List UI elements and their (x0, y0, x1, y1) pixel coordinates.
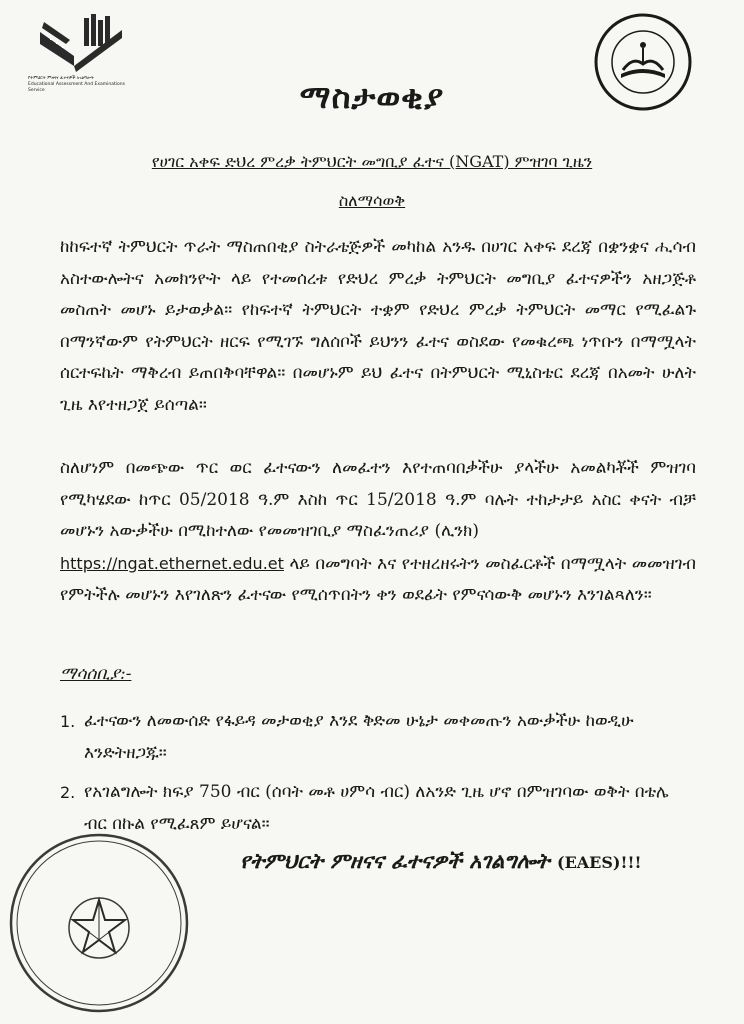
signature-line (240, 848, 642, 874)
page-title: ማስታወቂያ (299, 78, 445, 116)
official-stamp-icon (4, 828, 194, 1018)
logo-caption: የትምህርት ምዘናና ፈተናዎች አገልግሎት Educational Assessment And Examinations Service (28, 76, 125, 93)
paragraph-2-text: ስለሆነም በመጭው ጥር ወር ፈተናውን ለመፈተን እየተጠባበቃችሁ ያላችሁ አመልካቾች ምዝገባ የሚካሄደው ከጥር 05/2018 ዓ.ም እስከ ጥር 15/2018 ዓ.ም ባሉት ተከታታይ አስር ቀናት ብቻ መሆኑን አውቃችሁ በሚከተለው የመመዝገቢያ ማስፈንጠሪያ (ሊንክ) (60, 458, 696, 541)
signature-text: የትምህርት ምዘናና ፈተናዎች አገልግሎት (240, 848, 550, 873)
body-paragraph-2 (60, 453, 696, 612)
item-number: 1. (60, 712, 76, 731)
list-item (60, 706, 696, 769)
eaes-logo-icon (30, 12, 130, 82)
item-text: የአገልግሎት ክፍያ 750 ብር (ሰባት መቶ ሀምሳ ብር) ለአንድ ጊዜ ሆኖ በምዝገባው ወቅት በቴሌ ብር በኩል የሚፈጸም ይሆናል። (84, 782, 669, 834)
item-number: 2. (60, 783, 76, 802)
subject-line-2: ስለማሳወቅ (338, 191, 406, 210)
subject-line: የሀገር አቀፍ ድህረ ምረቃ ትምህርት መግቢያ ፈተና (NGAT) ምዝገባ ጊዜን (151, 152, 593, 171)
paragraph-2-text-after: ላይ በመግባት እና የተዘረዘሩትን መስፈርቶች በማሟላት መመዝገብ የምትችሉ መሆኑን እየገለጽን ፈተናው የሚሰጥበትን ቀን ወደፊት የምናሳውቅ መሆኑን እንገልጻለን። (60, 553, 696, 605)
notice-label: ማሳሰቢያ:- (60, 664, 132, 684)
registration-link[interactable]: https://ngat.ethernet.edu.et (60, 553, 284, 573)
signature-suffix: (EAES)!!! (557, 853, 642, 872)
body-paragraph-1: ከከፍተኛ ትምህርት ጥራት ማስጠበቂያ ስትራቴጅዎች መካከል አንዱ በሀገር አቀፍ ደረጃ በቋንቋና ሒሳብ አስተውሎትና አመክንዮት ላይ የተመሰረቱ የድህረ ምረቃ ትምህርት መግቢያ ፈተናዎችን አዘጋጅቶ መስጠት መሆኑ ይታወቃል። የከፍተኛ ትምህርት ተቋም የድህረ ምረቃ ትምህርት መማር የሚፈልጉ በማንኛውም የትምህርት ዘርፍ የሚገኙ ግለሰቦች ይህንን ፈተና ወስደው የመቁረጫ ነጥቡን በማሟላት ሰርተፍኬት ማቅረብ ይጠበቅባቸዋል። በመሆኑም ይህ ፈተና በትምህርት ሚኒስቴር ደረጃ በአመት ሁለት ጊዜ እየተዘጋጀ ይሰጣል። (60, 237, 696, 415)
notice-list (60, 706, 696, 848)
item-text: ፈተናውን ለመውሰድ የፋይዳ መታወቂያ እንደ ቅድመ ሁኔታ መቀመጡን አውቃችሁ ከወዲሁ እንድትዘጋጁ። (84, 711, 634, 763)
